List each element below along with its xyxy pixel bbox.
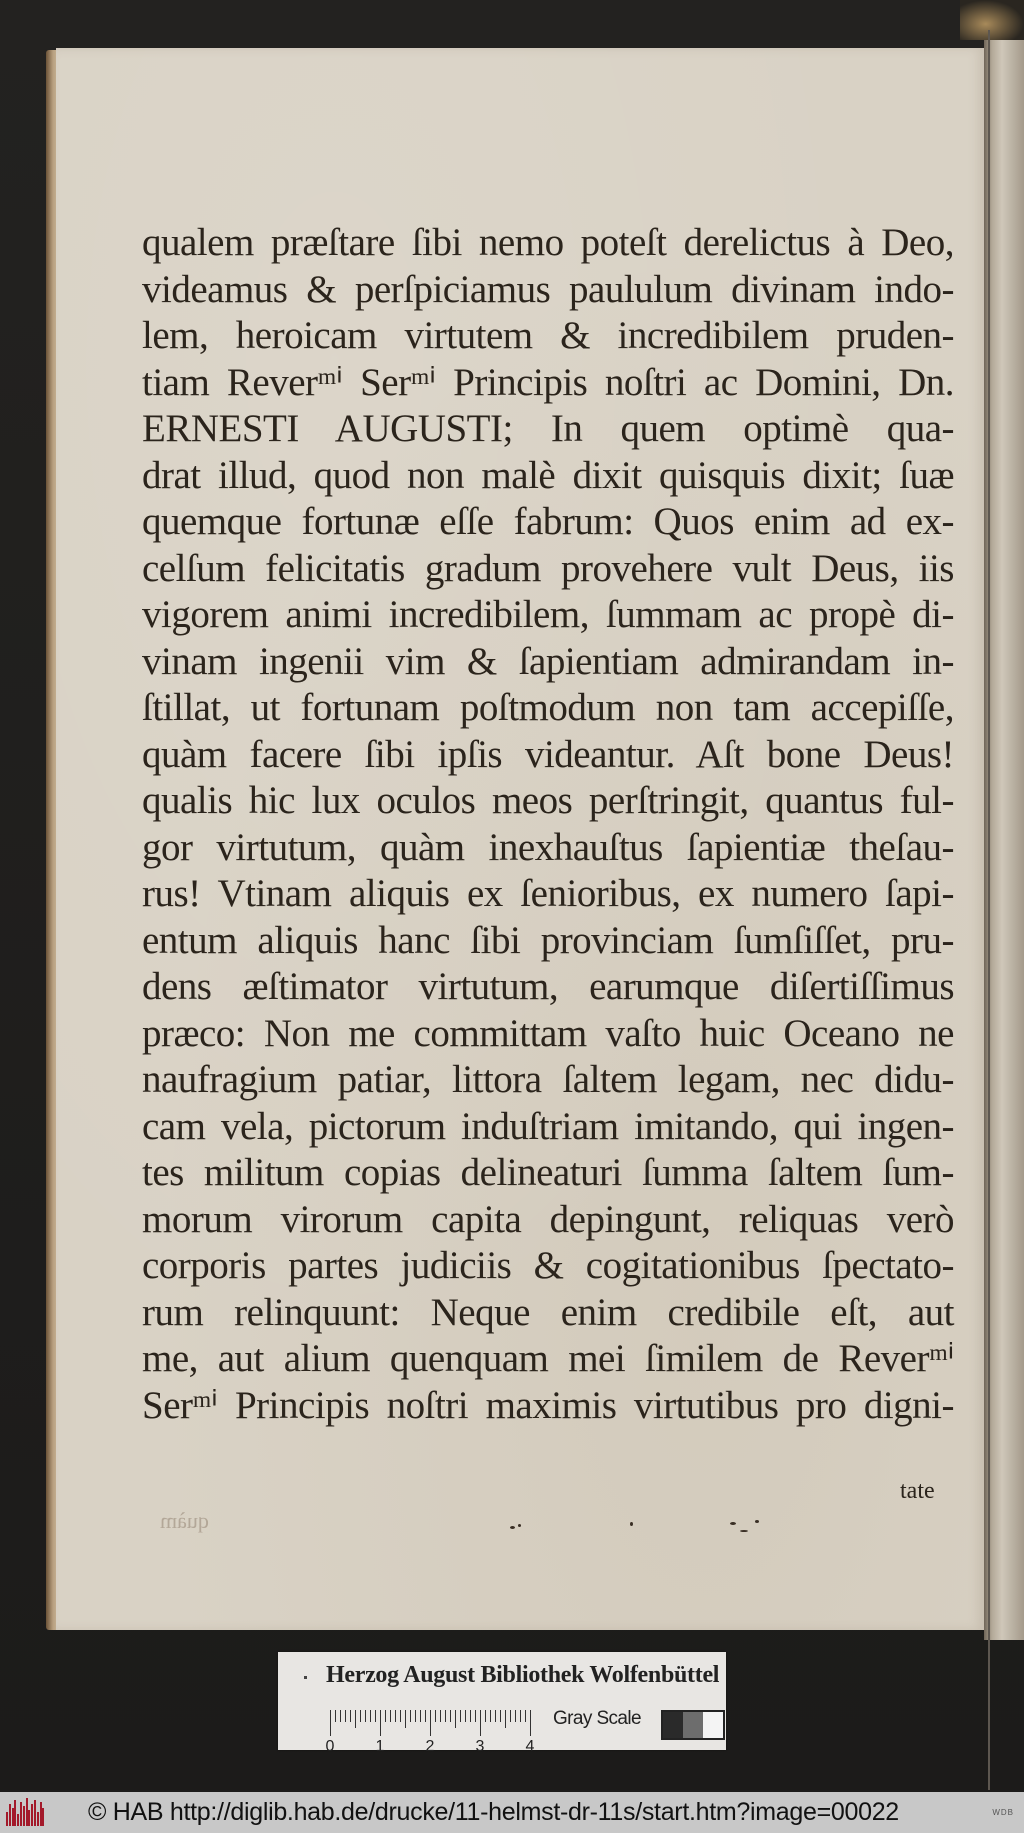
text-line: tes militum copias delineaturi ſumma ſaltem ſum-	[142, 1151, 954, 1194]
ruler-tick	[395, 1710, 396, 1722]
text-line: entum aliquis hanc ſibi provinciam ſumſiſſet, pru-	[142, 918, 954, 962]
facing-page-edge	[984, 40, 1024, 1640]
ruler-label: 4	[525, 1738, 535, 1755]
text-line: quàm facere ſibi ipſis videantur. Aſt bone Deus!	[142, 732, 954, 776]
ruler-tick	[530, 1710, 531, 1736]
text-line: qualem præſtare ſibi nemo poteſt derelictus à Deo,	[142, 221, 954, 264]
gutter-line	[988, 30, 990, 1790]
ruler-label: 1	[375, 1738, 385, 1755]
text-line: quemque fortunæ eſſe fabrum: Quos enim ad ex-	[142, 500, 954, 543]
text-line: drat illud, quod non malè dixit quisquis dixit; ſuæ	[142, 453, 954, 497]
grayscale-swatch	[703, 1712, 723, 1738]
ruler-tick	[435, 1710, 436, 1722]
ruler-tick	[335, 1710, 336, 1722]
ruler-scale	[330, 1710, 532, 1734]
catchword: tate	[900, 1478, 935, 1504]
ruler-tick	[375, 1710, 376, 1722]
text-line: vigorem animi incredibilem, ſummam ac propè di-	[142, 593, 954, 636]
ruler-tick	[445, 1710, 446, 1722]
ruler-tick	[380, 1710, 381, 1736]
text-line: ſtillat, ut fortunam poſtmodum non tam accepiſſe,	[142, 686, 954, 729]
ruler-tick	[450, 1710, 451, 1722]
ruler-tick	[345, 1710, 346, 1722]
ink-specks	[500, 1520, 780, 1540]
ruler-tick	[405, 1710, 406, 1728]
ruler-tick	[495, 1710, 496, 1722]
library-name: Herzog August Bibliothek Wolfenbüttel	[326, 1662, 720, 1688]
wdb-mark: WDB	[992, 1808, 1014, 1817]
ruler-tick	[430, 1710, 431, 1736]
target-dot	[304, 1676, 307, 1679]
grayscale-swatch	[683, 1712, 703, 1738]
ruler-label: 3	[475, 1738, 485, 1755]
ruler-tick	[520, 1710, 521, 1722]
text-line: rus! Vtinam aliquis ex ſenioribus, ex numero ſapi-	[142, 872, 954, 915]
ruler-tick	[490, 1710, 491, 1722]
ruler-tick	[500, 1710, 501, 1722]
ruler-tick	[480, 1710, 481, 1736]
color-target-card	[278, 1652, 726, 1755]
text-line: dens æſtimator virtutum, earumque diſertiſſimus	[142, 965, 954, 1008]
grayscale-label: Gray Scale	[553, 1708, 641, 1729]
ruler-labels	[322, 1738, 562, 1756]
hab-barcode-logo-icon[interactable]	[6, 1798, 46, 1828]
status-bar	[0, 1792, 1024, 1833]
page-text-block	[142, 220, 954, 1429]
ruler-tick	[455, 1710, 456, 1728]
ruler-tick	[470, 1710, 471, 1722]
ruler-tick	[390, 1710, 391, 1722]
text-line: rum relinquunt: Neque enim credibile eſt, aut	[142, 1290, 954, 1334]
ruler-label: 0	[325, 1738, 335, 1755]
text-line: me, aut alium quenquam mei ſimilem de Reverᵐⁱ	[142, 1337, 954, 1380]
ruler-tick	[475, 1710, 476, 1722]
text-line: corporis partes judiciis & cogitationibus ſpectato-	[142, 1244, 954, 1287]
text-line: videamus & perſpiciamus paululum divinam indo-	[142, 267, 954, 311]
ruler-tick	[360, 1710, 361, 1722]
ruler-tick	[510, 1710, 511, 1722]
ruler-tick	[465, 1710, 466, 1722]
text-line: tiam Reverᵐⁱ Serᵐⁱ Principis noſtri ac Domini, Dn.	[142, 360, 954, 404]
ruler-tick	[485, 1710, 486, 1722]
ruler-tick	[350, 1710, 351, 1722]
text-line: ERNESTI AUGUSTI; In quem optimè qua-	[142, 407, 954, 450]
text-line: naufragium patiar, littora ſaltem legam, nec didu-	[142, 1058, 954, 1101]
ruler-tick	[365, 1710, 366, 1722]
ruler-tick	[420, 1710, 421, 1722]
ruler-tick	[355, 1710, 356, 1728]
ruler-tick	[525, 1710, 526, 1722]
ruler-label: 2	[425, 1738, 435, 1755]
text-line: morum virorum capita depingunt, reliquas verò	[142, 1197, 954, 1241]
text-line: præco: Non me committam vaſto huic Oceano ne	[142, 1011, 954, 1055]
ruler-tick	[400, 1710, 401, 1722]
show-through-text: quàm	[160, 1508, 209, 1533]
text-line: Serᵐⁱ Principis noſtri maximis virtutibus pro digni-	[142, 1383, 954, 1427]
grayscale-swatch	[663, 1712, 683, 1738]
grayscale-swatches	[661, 1710, 725, 1740]
ruler-tick	[385, 1710, 386, 1722]
ruler-tick	[440, 1710, 441, 1722]
text-line: qualis hic lux oculos meos perſtringit, quantus ful-	[142, 779, 954, 822]
ruler-tick	[370, 1710, 371, 1722]
ruler-tick	[460, 1710, 461, 1722]
text-line: gor virtutum, quàm inexhauſtus ſapientiæ theſau-	[142, 825, 954, 869]
text-line: vinam ingenii vim & ſapientiam admirandam in-	[142, 639, 954, 683]
ruler-tick	[505, 1710, 506, 1728]
text-line: cam vela, pictorum induſtriam imitando, qui ingen-	[142, 1104, 954, 1148]
ruler-tick	[340, 1710, 341, 1722]
ruler-tick	[330, 1710, 331, 1736]
text-line: celſum felicitatis gradum provehere vult Deus, iis	[142, 546, 954, 590]
ruler-tick	[415, 1710, 416, 1722]
ruler-tick	[515, 1710, 516, 1722]
ruler-tick	[425, 1710, 426, 1722]
text-line: lem, heroicam virtutem & incredibilem pruden-	[142, 314, 954, 357]
ruler-tick	[410, 1710, 411, 1722]
book-clasp	[960, 0, 1024, 40]
copyright-url-text[interactable]: © HAB http://diglib.hab.de/drucke/11-helmst-dr-11s/start.htm?image=00022	[88, 1798, 899, 1826]
